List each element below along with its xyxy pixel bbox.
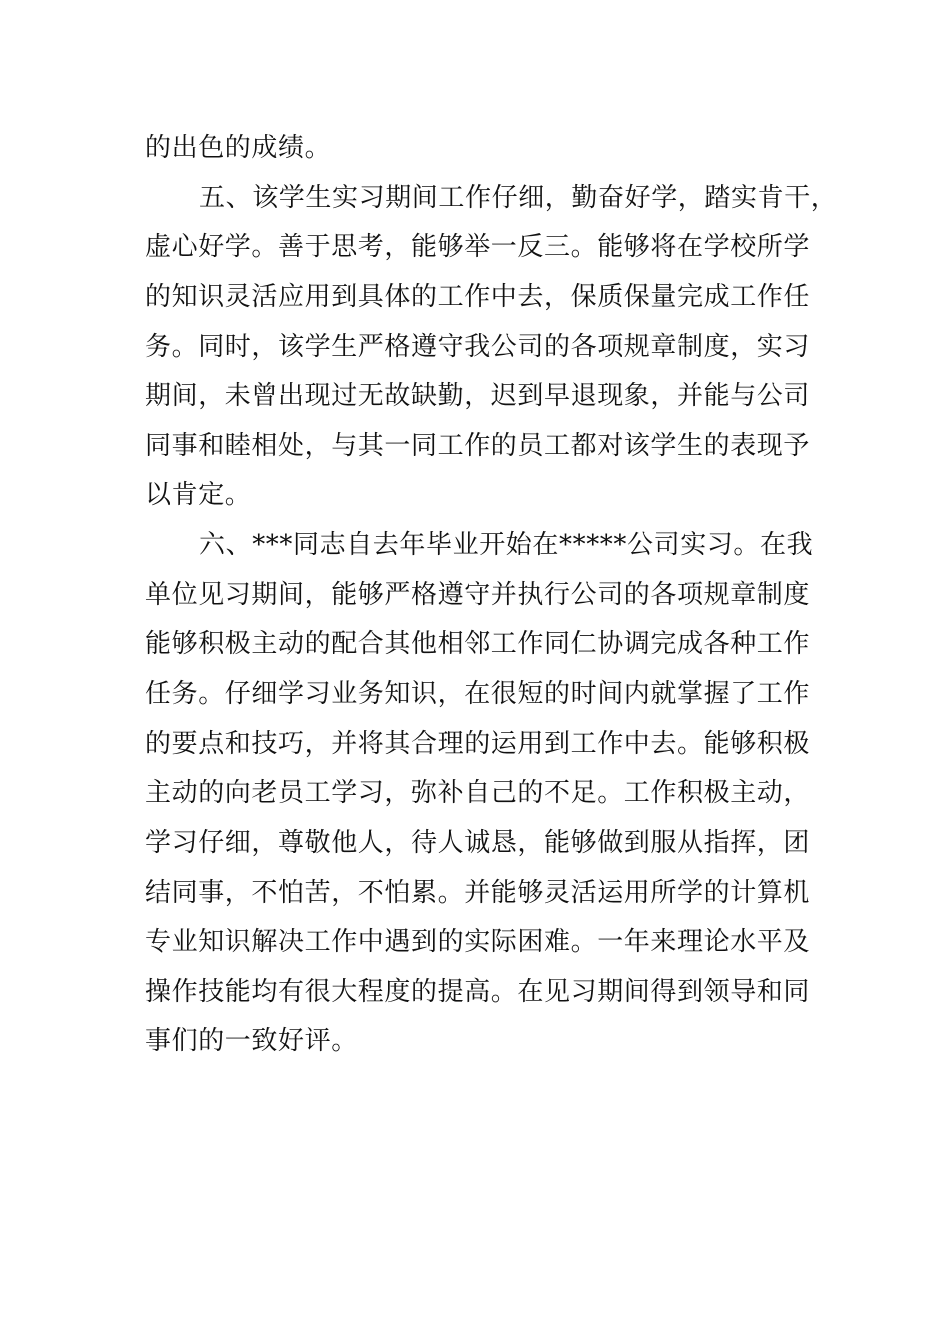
text-line: 结同事，不怕苦，不怕累。并能够灵活运用所学的计算机 [145,878,811,908]
text-line: 虚心好学。善于思考，能够举一反三。能够将在学校所学 [145,232,811,262]
text-line: 任务。仔细学习业务知识，在很短的时间内就掌握了工作 [145,679,811,709]
text-line: 的要点和技巧，并将其合理的运用到工作中去。能够积极 [145,729,811,759]
text-line: 的出色的成绩。 [145,133,332,163]
text-line: 主动的向老员工学习，弥补自己的不足。工作积极主动， [145,778,811,808]
text-line: 操作技能均有很大程度的提高。在见习期间得到领导和同 [145,977,811,1007]
paragraph-5-first-line: 五、该学生实习期间工作仔细，勤奋好学，踏实肯干， [199,183,838,213]
text-line: 务。同时，该学生严格遵守我公司的各项规章制度，实习 [145,332,811,362]
text-line: 期间，未曾出现过无故缺勤，迟到早退现象，并能与公司 [145,381,811,411]
text-line: 事们的一致好评。 [145,1026,358,1056]
text-line: 的知识灵活应用到具体的工作中去，保质保量完成工作任 [145,282,811,312]
paragraph-6-first-line: 六、***同志自去年毕业开始在*****公司实习。在我 [199,530,814,560]
text-line: 学习仔细，尊敬他人，待人诚恳，能够做到服从指挥，团 [145,828,811,858]
text-line: 专业知识解决工作中遇到的实际困难。一年来理论水平及 [145,927,811,957]
text-line: 单位见习期间，能够严格遵守并执行公司的各项规章制度 [145,580,811,610]
text-line: 同事和睦相处，与其一同工作的员工都对该学生的表现予 [145,431,811,461]
text-line: 以肯定。 [145,480,252,510]
text-line: 能够积极主动的配合其他相邻工作同仁协调完成各种工作 [145,629,811,659]
